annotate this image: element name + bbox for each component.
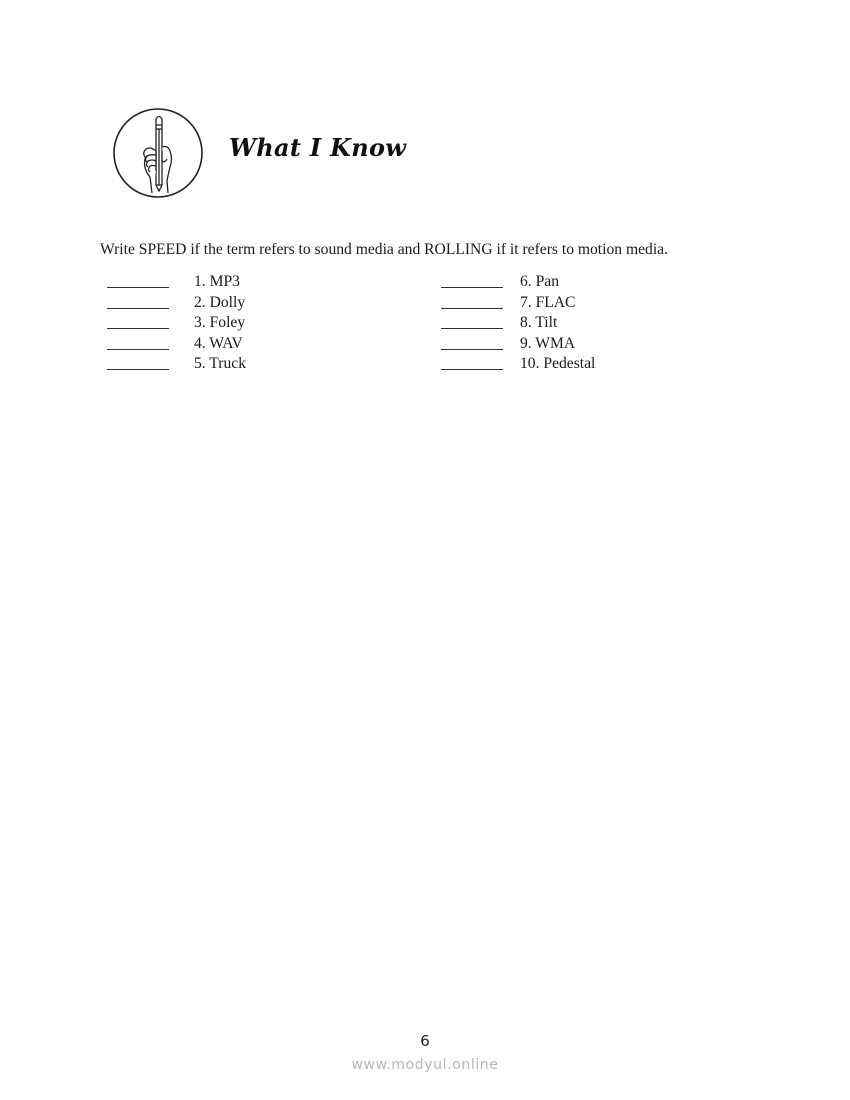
question-item [107,354,246,375]
question-item [107,313,246,334]
question-label: 2. Dolly [194,293,246,311]
page-number: 6 [420,1032,430,1050]
question-label: 1. MP3 [194,273,240,290]
answer-blank[interactable] [107,274,169,288]
question-column-left [107,272,246,375]
answer-blank[interactable] [441,295,503,309]
answer-blank[interactable] [107,295,169,309]
question-label: 3. Foley [194,314,246,332]
section-title: What I Know [229,133,407,162]
question-item [441,334,595,355]
hand-holding-pencil-icon [112,107,204,199]
answer-blank[interactable] [107,336,169,350]
answer-blank[interactable] [441,356,503,370]
instruction-text: Write SPEED if the term refers to sound media and ROLLING if it refers to motion media. [100,241,668,258]
question-label: 9. WMA [520,334,576,352]
question-item [441,354,595,375]
question-column-right [441,272,595,375]
question-item [441,272,595,293]
question-label: 8. Tilt [520,314,558,332]
question-item [441,313,595,334]
question-item [107,272,246,293]
question-label: 10. Pedestal [520,355,596,373]
question-item [107,293,246,314]
answer-blank[interactable] [441,336,503,350]
answer-blank[interactable] [441,274,503,288]
question-label: 5. Truck [194,355,246,373]
answer-blank[interactable] [441,315,503,329]
watermark: www.modyul.online [351,1057,499,1073]
answer-blank[interactable] [107,356,169,370]
question-label: 4. WAV [194,334,243,352]
question-label: 7. FLAC [520,293,576,311]
question-item [441,293,595,314]
question-item [107,334,246,355]
answer-blank[interactable] [107,315,169,329]
question-label: 6. Pan [520,273,559,290]
